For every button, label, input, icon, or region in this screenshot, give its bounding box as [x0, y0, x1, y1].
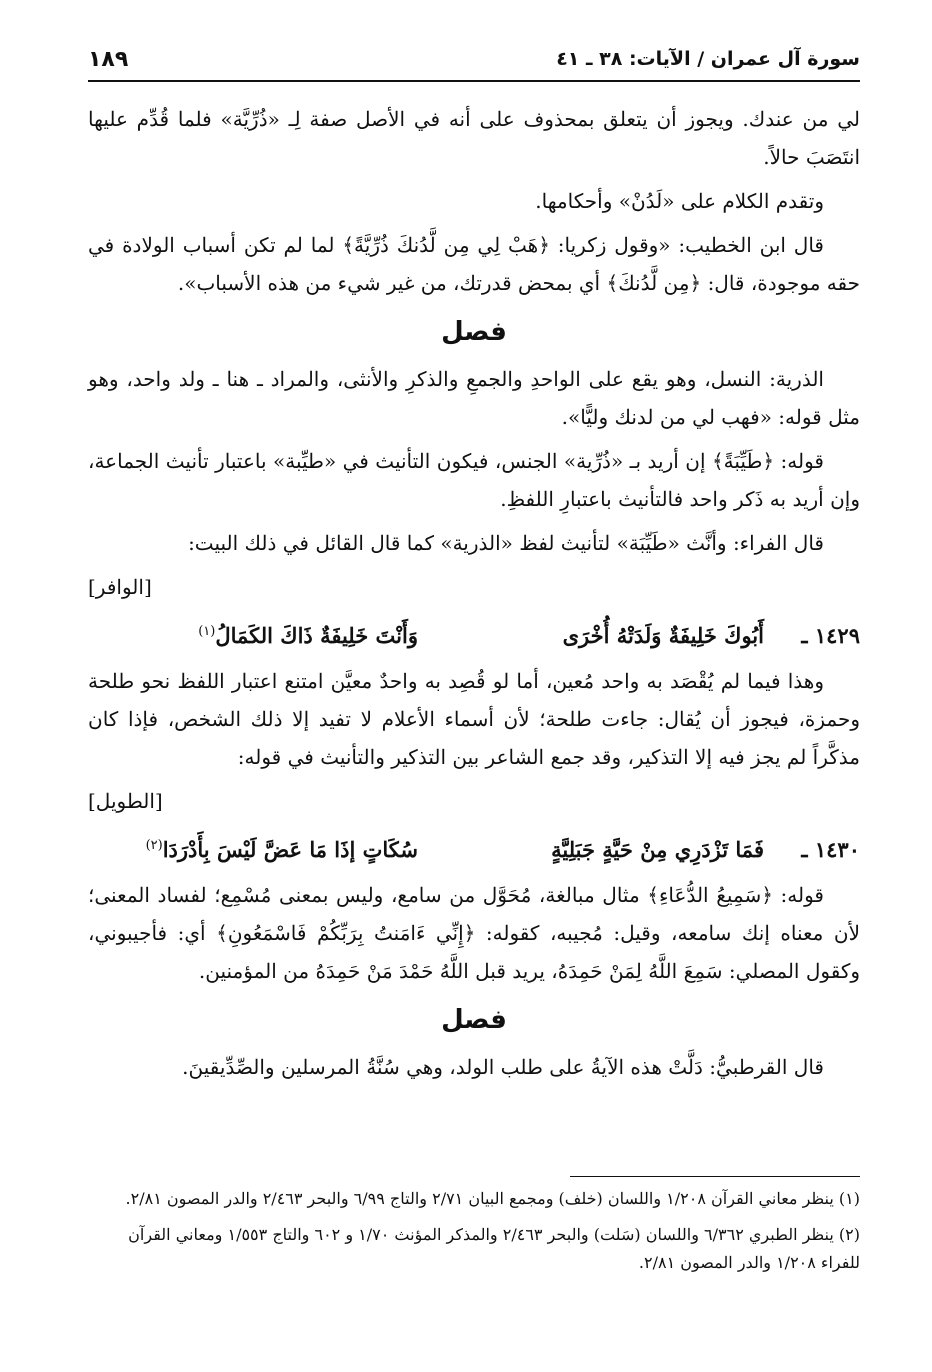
- verse-number: ١٤٣٠ ـ: [801, 837, 860, 862]
- footnotes: [88, 1176, 860, 1285]
- main-text: [88, 100, 860, 1092]
- footnote: (٢) ينظر الطبري ٦/٣٦٢ واللسان (سَلت) والبحر ٢/٤٦٣ والمذكر المؤنث ١/٧٠ و ٦٠٢ والتاج ١/٥٥٣ ومعاني القرآن للفراء ١/٢٠٨ والدر المصون ٢/٨١.: [128, 1225, 860, 1272]
- paragraph: قال القرطبيُّ: دَلَّتْ هذه الآيةُ على طلب الولد، وهي سُنَّةُ المرسلين والصِّدِّيقينَ.: [182, 1055, 824, 1079]
- footnote: (١) ينظر معاني القرآن ١/٢٠٨ واللسان (خلف) ومجمع البيان ٢/٧١ والتاج ٦/٩٩ والبحر ٢/٤٦٣ والدر المصون ٢/٨١.: [125, 1189, 860, 1208]
- footnote-ref: (١): [198, 624, 216, 639]
- paragraph: لي من عندك. ويجوز أن يتعلق بمحذوف على أنه في الأصل صفة لِـ «ذُرِّيَّة» فلما قُدِّم عليها انتَصَبَ حالاً.: [88, 107, 860, 169]
- verse-number: ١٤٢٩ ـ: [801, 623, 860, 648]
- paragraph: قوله: ﴿سَمِيعُ الدُّعَاءِ﴾ مثال مبالغة، مُحَوَّل من سامع، وليس بمعنى مُسْمِع؛ لفساد المعنى؛ لأن معناه إنك سامعه، وقيل: مُجيبه، كقوله: ﴿إِنِّي ءَامَنتُ بِرَبِّكُمْ فَاسْمَعُونِ﴾ أي: فأجيبوني، وكقول المصلي: سَمِعَ اللَّهُ لِمَنْ حَمِدَهُ، يريد قبل اللَّهُ حَمْدَ مَنْ حَمِدَهُ من المؤمنين.: [88, 883, 860, 983]
- verse-second-hemistich: [88, 826, 418, 870]
- paragraph: قال ابن الخطيب: «وقول زكريا: ﴿هَبْ لِي مِن لَّدُنكَ ذُرِّيَّةً﴾ لما لم تكن أسباب الولادة في حقه موجودة، قال: ﴿مِن لَّدُنكَ﴾ أي بمحض قدرتك، من غير شيء من هذه الأسباب».: [88, 233, 860, 295]
- running-title: سورة آل عمران / الآيات: ٣٨ ـ ٤١: [556, 48, 860, 70]
- poetic-meter-label: [الطويل]: [88, 789, 163, 813]
- footnote-ref: (٢): [145, 838, 163, 853]
- page-header: [88, 38, 860, 82]
- paragraph: قوله: ﴿طَيِّبَةً﴾ إن أريد بـ «ذُرِّية» الجنس، فيكون التأنيث في «طيِّبة» باعتبار تأنيث الجماعة، وإن أريد به ذَكر واحد فالتأنيث باعتبارِ اللفظِ.: [88, 449, 860, 511]
- paragraph: وهذا فيما لم يُقْصَد به واحد مُعين، أما لو قُصِد به واحدٌ معيَّن امتنع اعتبار اللفظ نحو طلحة وحمزة، فيجوز أن يُقال: جاءت طلحة؛ لأن أسماء الأعلام لا تفيد إلا ذلك الشخص، فإذا كان مذكَّراً لم يجز فيه إلا التذكير، وقد جمع الشاعر بين التذكير والتأنيث في قوله:: [88, 669, 860, 769]
- page-number: ١٨٩: [88, 46, 129, 72]
- poetry-verse: [88, 612, 860, 656]
- verse-second-hemistich: [88, 612, 418, 656]
- footnote-divider: [570, 1176, 860, 1177]
- verse-text: سُكَاتٍ إذَا مَا عَضَّ لَيْسَ بِأَدْرَدَا: [162, 837, 418, 862]
- paragraph: قال الفراء: وأنَّث «طَيِّبَة» لتأنيث لفظ «الذرية» كما قال القائل في ذلك البيت:: [188, 531, 824, 555]
- paragraph: الذرية: النسل، وهو يقع على الواحدِ والجمعِ والذكرِ والأنثى، والمراد ـ هنا ـ ولد واحد، وهو مثل قوله: «فهب لي من لدنك وليًّا».: [88, 367, 860, 429]
- verse-first-hemistich: أَبُوكَ خَلِيفَةٌ وَلَدَتْهُ أُخْرَى: [562, 623, 764, 648]
- verse-text: وَأَنْتَ خَلِيفَةٌ ذَاكَ الكَمَالُ: [215, 623, 418, 648]
- poetry-verse: [88, 826, 860, 870]
- section-heading: فصل: [441, 317, 507, 347]
- paragraph: وتقدم الكلام على «لَدُنْ» وأحكامها.: [535, 189, 824, 213]
- verse-first-hemistich: فَمَا تَزْدَرِي مِنْ حَيَّةٍ جَبَلِيَّةٍ: [551, 837, 764, 862]
- poetic-meter-label: [الوافر]: [88, 575, 152, 599]
- section-heading: فصل: [441, 1005, 507, 1035]
